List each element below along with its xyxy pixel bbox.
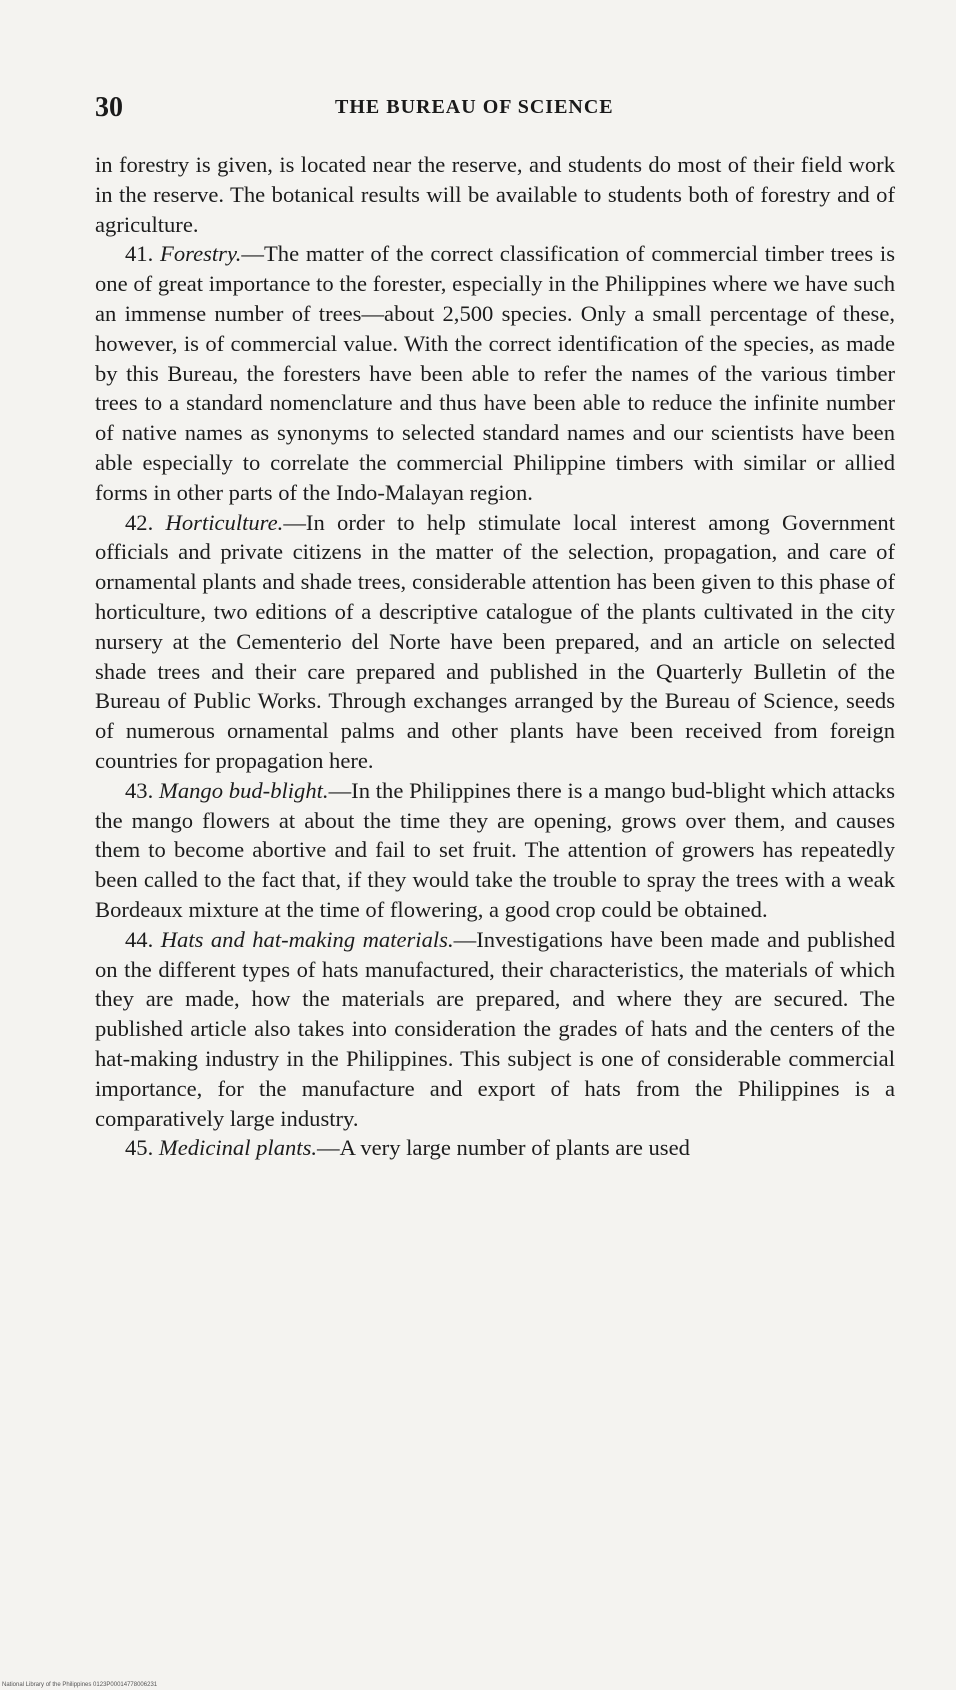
paragraph-text: —A very large number of plants are used [317,1135,690,1161]
paragraph-number: 41. [125,241,161,267]
paragraph-title: Mango bud-blight. [159,777,329,803]
paragraph-hats [95,925,895,1134]
paragraph-number: 44. [125,926,161,952]
paragraph-title: Forestry. [160,241,242,267]
paragraph-text: in forestry is given, is located near the reserve, and students do most of their field work in the reserve. The botanical results will be available to students both of forestry and of agriculture. [95,152,895,237]
body-text [95,150,895,1163]
page-header [95,92,896,132]
paragraph-text: —The matter of the correct classification of commercial timber trees is one of great importance to the forester, especially in the Philippines where we have such an immense number of trees—about 2,500 species. Only a small percentage of these, however, is of commercial value. With the correct identification of the species, as made by this Bureau, the foresters have been able to refer the names of the various timber trees to a standard nomenclature and thus have been able to reduce the infinite number of native names as synonyms to selected standard names and our scientists have been able especially to correlate the commercial Philippine timbers with similar or allied forms in other parts of the Indo-Malayan region. [95,241,895,505]
paragraph-mango-bud-blight [95,776,895,925]
paragraph-number: 45. [125,1135,159,1161]
running-head: THE BUREAU OF SCIENCE [335,96,614,118]
paragraph-horticulture [95,508,895,776]
paragraph-title: Horticulture. [165,509,284,535]
paragraph-title: Hats and hat-making materials. [160,926,454,952]
paragraph-number: 43. [125,777,160,803]
page-number: 30 [95,92,123,123]
paragraph-forestry [95,239,895,507]
paragraph-number: 42. [125,509,166,535]
paragraph-medicinal-plants [95,1133,895,1163]
paragraph-text: —In order to help stimulate local interest among Government officials and private citizens in the matter of the selection, propagation, and care of ornamental plants and shade trees, considerable attention has been given to this phase of horticulture, two editions of a descriptive catalogue of the plants cultivated in the city nursery at the Cementerio del Norte have been prepared, and an article on selected shade trees and their care prepared and published in the Quarterly Bulletin of the Bureau of Public Works. Through exchanges arranged by the Bureau of Science, seeds of numerous ornamental palms and other plants have been received from foreign countries for propagation here. [95,509,895,773]
paragraph-text: —Investigations have been made and published on the different types of hats manufactured, their characteristics, the materials of which they are made, how the materials are prepared, and where they are secured. The published article also takes into consideration the grades of hats and the centers of the hat-making industry in the Philippines. This subject is one of considerable commercial importance, for the manufacture and export of hats from the Philippines is a comparatively large industry. [95,926,896,1131]
scan-footer-note: National Library of the Philippines 0123P00014778006231 [2,1682,158,1688]
paragraph-title: Medicinal plants. [158,1135,318,1161]
paragraph-continuation [95,150,895,239]
paragraph-text: —In the Philippines there is a mango bud-blight which attacks the mango flowers at about the time they are opening, grows over them, and causes them to become abortive and fail to set fruit. The attention of growers has repeatedly been called to the fact that, if they would take the trouble to spray the trees with a weak Bordeaux mixture at the time of flowering, a good crop could be obtained. [95,777,895,922]
